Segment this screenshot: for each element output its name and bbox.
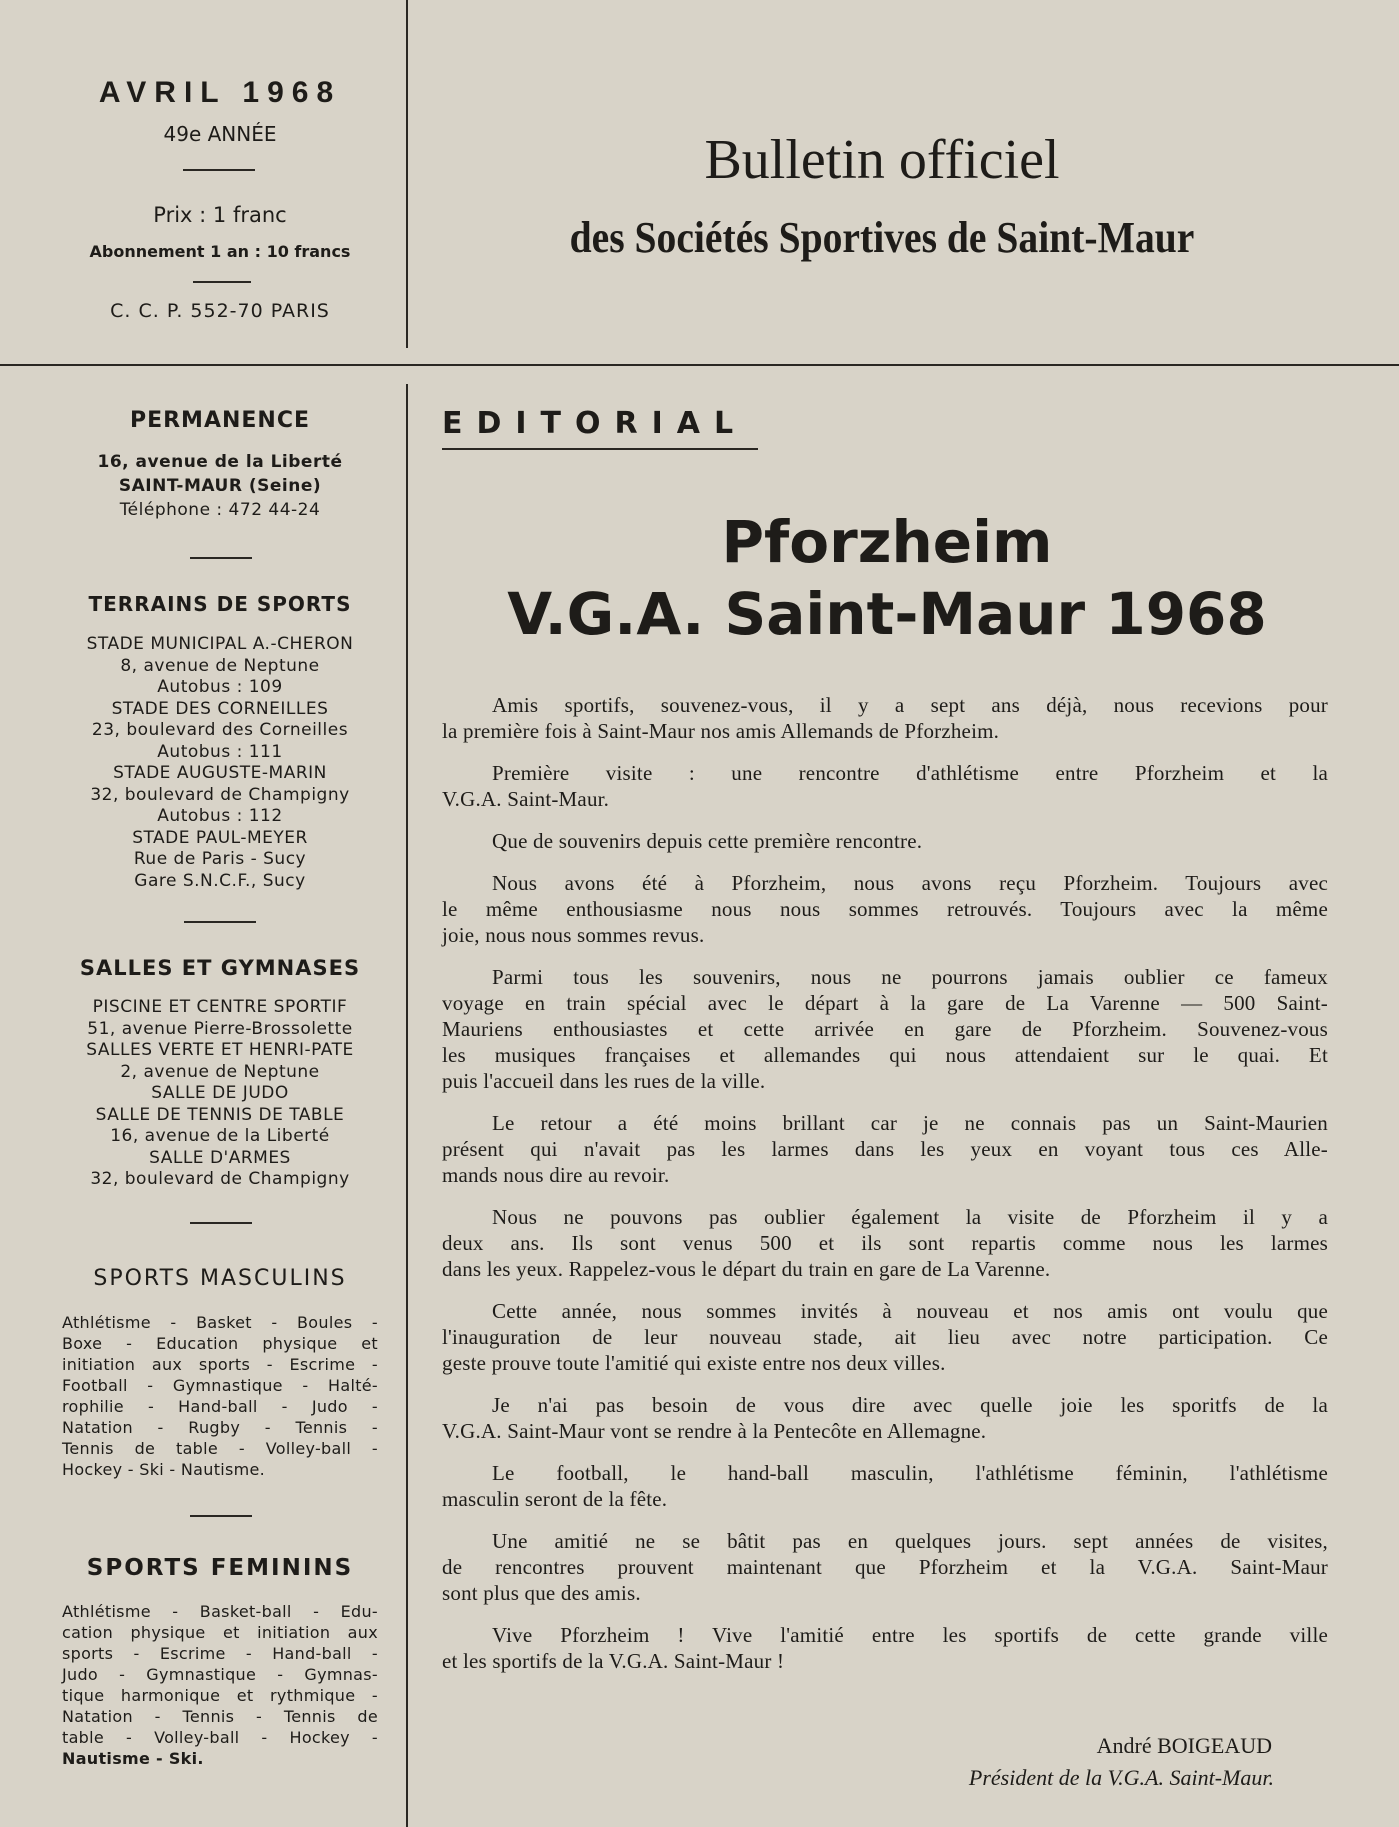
editorial-paragraph xyxy=(442,870,1328,948)
terrains-line: STADE AUGUSTE-MARIN xyxy=(113,763,327,783)
editorial-paragraph xyxy=(442,760,1328,812)
terrains-line: 8, avenue de Neptune xyxy=(120,655,320,676)
sidebar-rule xyxy=(190,557,252,559)
terrains-line: STADE PAUL-MEYER xyxy=(132,827,308,848)
permanence-heading: PERMANENCE xyxy=(129,408,311,433)
terrains-line: Autobus : 111 xyxy=(157,741,283,762)
editorial-line: Mauriens enthousiastes et cette arrivée en gare de Pforzheim. Souvenez-vous xyxy=(442,1017,1328,1041)
issue-month-year: AVRIL 1968 xyxy=(98,76,342,109)
salles-line: 2, avenue de Neptune xyxy=(120,1061,320,1082)
sports-feminins-line: Judo - Gymnastique - Gymnas- xyxy=(62,1665,378,1684)
terrains-line: 23, boulevard des Corneilles xyxy=(91,720,349,740)
editorial-line: Vive Pforzheim ! Vive l'amitié entre les sportifs de cette grande ville xyxy=(492,1623,1328,1647)
editorial-paragraph xyxy=(442,1528,1328,1606)
editorial-line: Que de souvenirs depuis cette première rencontre. xyxy=(492,829,923,853)
salles-line: 32, boulevard de Champigny xyxy=(90,1169,350,1189)
editorial-line: masculin seront de la fête. xyxy=(442,1487,668,1511)
editorial-label: EDITORIAL xyxy=(442,406,748,441)
sports-feminins-line: cation physique et initiation aux xyxy=(62,1623,378,1642)
editorial-paragraph xyxy=(442,1622,1328,1674)
editorial-line: de rencontres prouvent maintenant que Pforzheim et la V.G.A. Saint-Maur xyxy=(442,1555,1328,1579)
header-divider-horizontal xyxy=(0,364,1399,366)
editorial-line: Le retour a été moins brillant car je ne connais pas un Saint-Maurien xyxy=(492,1111,1328,1135)
sidebar-rule xyxy=(184,921,256,923)
editorial-paragraph xyxy=(442,1204,1328,1282)
headline-line-2: V.G.A. Saint-Maur 1968 xyxy=(507,580,1267,648)
sports-feminins-line: tique harmonique et rythmique - xyxy=(62,1686,378,1705)
terrains-line: STADE MUNICIPAL A.-CHERON xyxy=(86,634,354,654)
sports-masculins-line: Athlétisme - Basket - Boules - xyxy=(62,1313,378,1332)
editorial-line: Le football, le hand-ball masculin, l'athlétisme féminin, l'athlétisme xyxy=(492,1461,1328,1485)
sports-masculins-line: Hockey - Ski - Nautisme. xyxy=(62,1460,266,1479)
sports-feminins-heading: SPORTS FEMININS xyxy=(86,1555,354,1581)
editorial-line: puis l'accueil dans les rues de la ville. xyxy=(442,1069,766,1093)
salles-line: PISCINE ET CENTRE SPORTIF xyxy=(92,997,348,1017)
sports-feminins-list xyxy=(62,1601,378,1769)
terrains-heading: TERRAINS DE SPORTS xyxy=(88,592,352,616)
editorial-line: mands nous dire au revoir. xyxy=(442,1163,670,1187)
editorial-line: Nous avons été à Pforzheim, nous avons reçu Pforzheim. Toujours avec xyxy=(492,871,1328,895)
editorial-line: V.G.A. Saint-Maur. xyxy=(442,787,610,811)
editorial-line: sont plus que des amis. xyxy=(442,1581,641,1605)
editorial-line: Une amitié ne se bâtit pas en quelques jours. sept années de visites, xyxy=(492,1529,1328,1553)
terrains-line: Gare S.N.C.F., Sucy xyxy=(134,870,306,891)
sports-masculins-line: Natation - Rugby - Tennis - xyxy=(62,1418,378,1437)
editorial-line: Parmi tous les souvenirs, nous ne pourrons jamais oublier ce fameux xyxy=(492,965,1328,989)
editorial-body xyxy=(442,692,1328,1690)
editorial-line: Je n'ai pas besoin de vous dire avec quelle joie les sporitfs de la xyxy=(492,1393,1328,1417)
salles-line: SALLE DE JUDO xyxy=(151,1083,289,1103)
sports-feminins-line: sports - Escrime - Hand-ball - xyxy=(62,1644,378,1663)
editorial-line: dans les yeux. Rappelez-vous le départ du train en gare de La Varenne. xyxy=(442,1257,1051,1281)
editorial-line: voyage en train spécial avec le départ à la gare de La Varenne — 500 Saint- xyxy=(442,991,1328,1015)
sports-feminins-line: table - Volley-ball - Hockey - xyxy=(62,1728,378,1747)
salles-line: 16, avenue de la Liberté xyxy=(110,1126,330,1146)
editorial-line: deux ans. Ils sont venus 500 et ils sont repartis comme nous les larmes xyxy=(442,1231,1328,1255)
ccp-account: C. C. P. 552-70 PARIS xyxy=(110,300,330,322)
editorial-paragraph xyxy=(442,1110,1328,1188)
author-title: Président de la V.G.A. Saint-Maur. xyxy=(968,1765,1274,1790)
sports-masculins-line: Boxe - Education physique et xyxy=(62,1334,378,1353)
editorial-line: V.G.A. Saint-Maur vont se rendre à la Pentecôte en Allemagne. xyxy=(442,1419,987,1443)
sidebar-rule xyxy=(190,1515,252,1517)
terrains-list xyxy=(30,634,410,892)
editorial-underline xyxy=(442,448,758,450)
salles-line: SALLES VERTE ET HENRI-PATE xyxy=(86,1040,354,1060)
permanence-details xyxy=(30,450,410,522)
terrains-line: 32, boulevard de Champigny xyxy=(90,784,350,805)
permanence-line: 16, avenue de la Liberté xyxy=(97,452,343,472)
header-rule-1 xyxy=(183,169,255,171)
editorial-paragraph xyxy=(442,964,1328,1094)
salles-list xyxy=(30,997,410,1191)
sports-masculins-line: Tennis de table - Volley-ball - xyxy=(62,1439,378,1458)
editorial-line: la première fois à Saint-Maur nos amis Allemands de Pforzheim. xyxy=(442,719,1000,743)
sidebar-rule xyxy=(190,1222,252,1224)
editorial-line: geste prouve toute l'amitié qui existe entre nos deux villes. xyxy=(442,1351,946,1375)
editorial-paragraph xyxy=(442,1460,1328,1512)
editorial-paragraph xyxy=(442,692,1328,744)
issue-price: Prix : 1 franc xyxy=(153,203,287,227)
editorial-paragraph xyxy=(442,1392,1328,1444)
sports-feminins-line: Nautisme - Ski. xyxy=(62,1749,204,1768)
salles-line: SALLE D'ARMES xyxy=(149,1147,291,1168)
editorial-line: Amis sportifs, souvenez-vous, il y a sept ans déjà, nous recevions pour xyxy=(492,693,1328,717)
salles-heading: SALLES ET GYMNASES xyxy=(79,956,361,980)
editorial-line: Première visite : une rencontre d'athlétisme entre Pforzheim et la xyxy=(492,761,1328,785)
terrains-line: Autobus : 109 xyxy=(157,677,283,697)
permanence-line: SAINT-MAUR (Seine) xyxy=(118,476,322,496)
editorial-line: Cette année, nous sommes invités à nouveau et nos amis ont voulu que xyxy=(492,1299,1328,1323)
editorial-line: l'inauguration de leur nouveau stade, ait lieu avec notre participation. Ce xyxy=(442,1325,1328,1349)
sports-masculins-line: Football - Gymnastique - Halté- xyxy=(62,1376,378,1395)
bulletin-title: Bulletin officiel xyxy=(704,129,1060,191)
editorial-paragraph xyxy=(442,1298,1328,1376)
terrains-line: Rue de Paris - Sucy xyxy=(133,849,307,869)
salles-line: SALLE DE TENNIS DE TABLE xyxy=(95,1104,345,1125)
editorial-line: Nous ne pouvons pas oublier également la visite de Pforzheim il y a xyxy=(492,1205,1328,1229)
editorial-paragraph xyxy=(442,828,1328,854)
author-signature: André BOIGEAUD xyxy=(1096,1733,1272,1758)
subscription-price: Abonnement 1 an : 10 francs xyxy=(89,242,351,261)
sports-masculins-line: initiation aux sports - Escrime - xyxy=(62,1355,378,1374)
issue-edition: 49e ANNÉE xyxy=(163,122,277,146)
editorial-line: joie, nous nous sommes revus. xyxy=(442,923,705,947)
header-rule-2 xyxy=(193,281,251,283)
sports-masculins-heading: SPORTS MASCULINS xyxy=(93,1266,347,1291)
salles-line: 51, avenue Pierre-Brossolette xyxy=(87,1018,353,1039)
sports-feminins-line: Natation - Tennis - Tennis de xyxy=(62,1707,378,1726)
editorial-line: les musiques françaises et allemandes qui nous attendaient sur le quai. Et xyxy=(442,1043,1328,1067)
sports-feminins-line: Athlétisme - Basket-ball - Edu- xyxy=(62,1602,378,1621)
headline-line-1: Pforzheim xyxy=(721,508,1053,576)
permanence-line: Téléphone : 472 44-24 xyxy=(119,500,321,520)
editorial-line: présent qui n'avait pas les larmes dans les yeux en voyant tous ces Alle- xyxy=(442,1137,1328,1161)
bulletin-subtitle: des Sociétés Sportives de Saint-Maur xyxy=(569,213,1195,262)
sports-masculins-list xyxy=(62,1312,378,1480)
terrains-line: STADE DES CORNEILLES xyxy=(111,698,329,719)
terrains-line: Autobus : 112 xyxy=(157,806,283,826)
header-divider-vertical xyxy=(406,0,408,348)
sports-masculins-line: rophilie - Hand-ball - Judo - xyxy=(62,1397,378,1416)
editorial-line: le même enthousiasme nous nous sommes retrouvés. Toujours avec la même xyxy=(442,897,1328,921)
editorial-line: et les sportifs de la V.G.A. Saint-Maur ! xyxy=(442,1649,785,1673)
